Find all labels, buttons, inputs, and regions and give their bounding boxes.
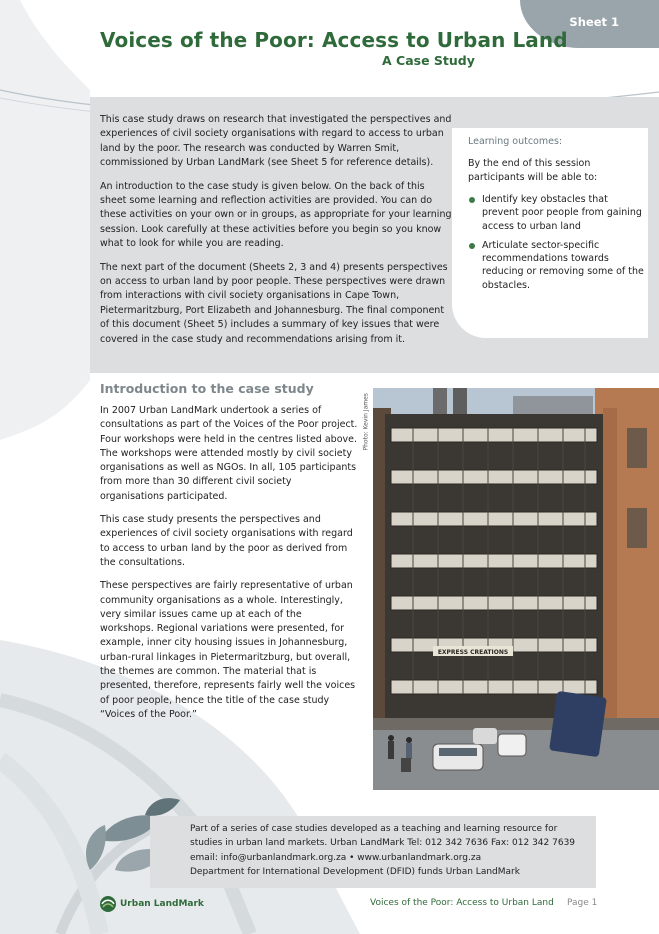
footer-info-text (190, 822, 590, 879)
outcome-text: Identify key obstacles that prevent poor people from gaining access to urban land (482, 194, 642, 232)
logo-text: Urban LandMark (120, 899, 204, 909)
outcome-item (468, 193, 644, 233)
footer-line: studies in urban land markets. Urban LandMark Tel: 012 342 7636 Fax: 012 342 7639 (190, 838, 576, 849)
footer-line: email: info@urbanlandmark.org.za • www.urbanlandmark.org.za (190, 852, 482, 863)
intro-text (100, 113, 452, 356)
sign-text: EXPRESS CREATIONS (437, 649, 509, 656)
bullet-icon (469, 197, 475, 203)
bullet-icon (469, 243, 475, 249)
building-photo (373, 388, 659, 790)
section-body (100, 404, 358, 731)
outcome-text: Articulate sector-specific recommendations towards reducing or removing some of the obstacles. (482, 239, 644, 291)
intro-paragraph: This case study draws on research that investigated the perspectives and experiences of civil society organisations with regard to access to urban land by the poor. The research was conducted by Warren Smit, commissioned by Urban LandMark (see Sheet 5 for reference details). (100, 114, 452, 169)
footer-document-title: Voices of the Poor: Access to Urban Land (370, 898, 554, 908)
learning-outcomes-lead: By the end of this session participants will be able to: (468, 158, 598, 183)
section-title: Introduction to the case study (100, 381, 314, 396)
outcome-item (468, 239, 644, 292)
footer-line: Part of a series of case studies developed as a teaching and learning resource for (190, 824, 558, 834)
footer-line: Department for International Development (DFID) funds Urban LandMark (190, 866, 520, 877)
photo-credit (360, 393, 372, 453)
intro-paragraph: The next part of the document (Sheets 2, 3 and 4) presents perspectives on access to urban land by poor people. These perspectives were drawn from interactions with civil society organisations in Cape Town, Pietermaritzburg, Port Elizabeth and Johannesburg. The final component of this document (Sheet 5) includes a summary of key issues that were covered in the case study and recommendations arising from it. (100, 261, 448, 345)
page-subtitle: A Case Study (382, 53, 475, 68)
learning-outcomes-list (468, 193, 644, 298)
page-number: Page 1 (567, 898, 598, 908)
body-paragraph: In 2007 Urban LandMark undertook a series of consultations as part of the Voices of the Poor project. Four workshops were held in the centres listed above. The workshops were attended mostly by civil society organisations as well as NGOs. In all, 105 participants from more than 30 different civil society organisations participated. (100, 405, 358, 502)
photo-credit-text: Photo: Kevin James (362, 393, 370, 451)
learning-outcomes-title: Learning outcomes: (468, 136, 563, 147)
page-title: Voices of the Poor: Access to Urban Land (100, 28, 568, 52)
body-paragraph: These perspectives are fairly representative of urban community organisations as a whole. Interestingly, very similar issues came up at each of the workshops. Regional variations were presented, for example, inner city housing issues in Johannesburg, urban-rural linkages in Pietermaritzburg, but overall, the themes are common. The material that is presented, therefore, represents fairly well the voices of poor people, hence the title of the case study “Voices of the Poor.” (100, 580, 356, 720)
sheet-label: Sheet 1 (569, 15, 619, 29)
intro-paragraph: An introduction to the case study is given below. On the back of this sheet some learning and reflection activities are provided. You can do these activities on your own or in groups, as appropriate for your learning session. Look carefully at these activities before you begin so you know what to look for while you are reading. (100, 180, 452, 250)
body-paragraph: This case study presents the perspectives and experiences of civil society organisations with regard to access to urban land by the poor as derived from the consultations. (100, 514, 353, 568)
